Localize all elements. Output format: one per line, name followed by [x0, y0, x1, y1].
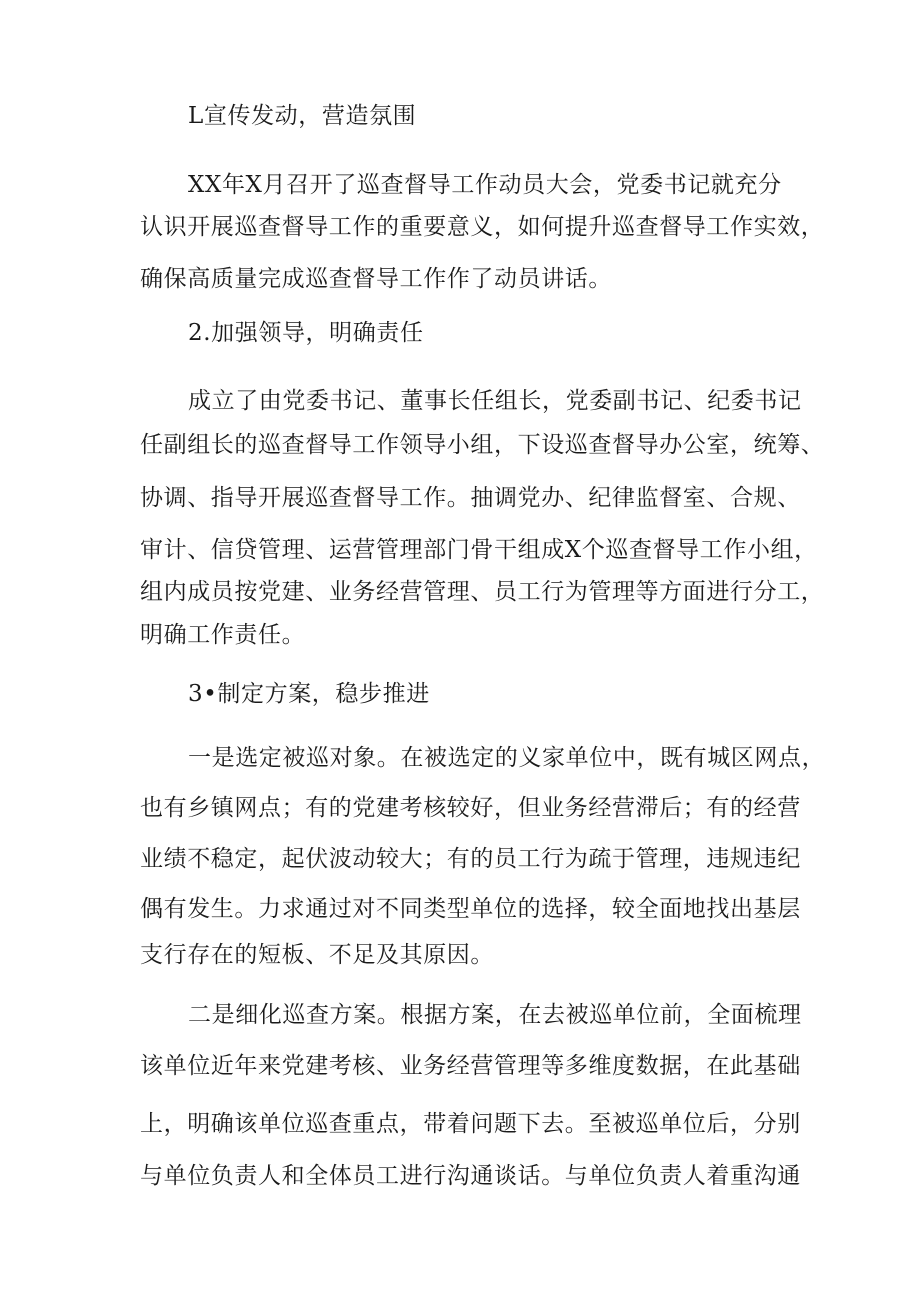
paragraph-line: 支行存在的短板、不足及其原因。	[140, 942, 494, 968]
paragraph-line: 审计、信贷管理、运营管理部门骨干组成X个巡查督导工作小组，	[140, 537, 818, 563]
paragraph-line: 任副组长的巡查督导工作领导小组，下设巡查督导办公室，统筹、	[140, 432, 825, 458]
paragraph-line: 二是细化巡查方案。根据方案，在去被巡单位前，全面梳理	[188, 1002, 802, 1028]
paragraph-line: 一是选定被巡对象。在被选定的义家单位中，既有城区网点，	[188, 745, 826, 771]
paragraph-line: 与单位负责人和全体员工进行沟通谈话。与单位负责人着重沟通	[140, 1163, 801, 1189]
paragraph-line: 协调、指导开展巡查督导工作。抽调党办、纪律监督室、合规、	[140, 485, 801, 511]
paragraph-line: 也有乡镇网点；有的党建考核较好，但业务经营滞后；有的经营	[140, 795, 801, 821]
paragraph-line: 该单位近年来党建考核、业务经营管理等多维度数据，在此基础	[140, 1053, 801, 1079]
paragraph-line: 明确工作责任。	[140, 622, 306, 648]
paragraph-line: 确保高质量完成巡查督导工作作了动员讲话。	[140, 266, 612, 292]
section-heading-2: 2.加强领导，明确责任	[188, 320, 424, 346]
paragraph-line: 成立了由党委书记、董事长任组长，党委副书记、纪委书记	[188, 388, 802, 414]
paragraph-line: 偶有发生。力求通过对不同类型单位的选择，较全面地找出基层	[140, 896, 801, 922]
paragraph-line: XX年X月召开了巡查督导工作动员大会，党委书记就充分	[188, 172, 782, 198]
paragraph-line: 组内成员按党建、业务经营管理、员工行为管理等方面进行分工，	[140, 579, 825, 605]
paragraph-line: 上，明确该单位巡查重点，带着问题下去。至被巡单位后，分别	[140, 1111, 801, 1137]
paragraph-line: 业绩不稳定，起伏波动较大；有的员工行为疏于管理，违规违纪	[140, 846, 801, 872]
section-heading-1: L宣传发动，营造氛围	[188, 103, 417, 129]
section-heading-3: 3•制定方案，稳步推进	[188, 681, 430, 707]
paragraph-line: 认识开展巡查督导工作的重要意义，如何提升巡查督导工作实效，	[140, 214, 825, 240]
